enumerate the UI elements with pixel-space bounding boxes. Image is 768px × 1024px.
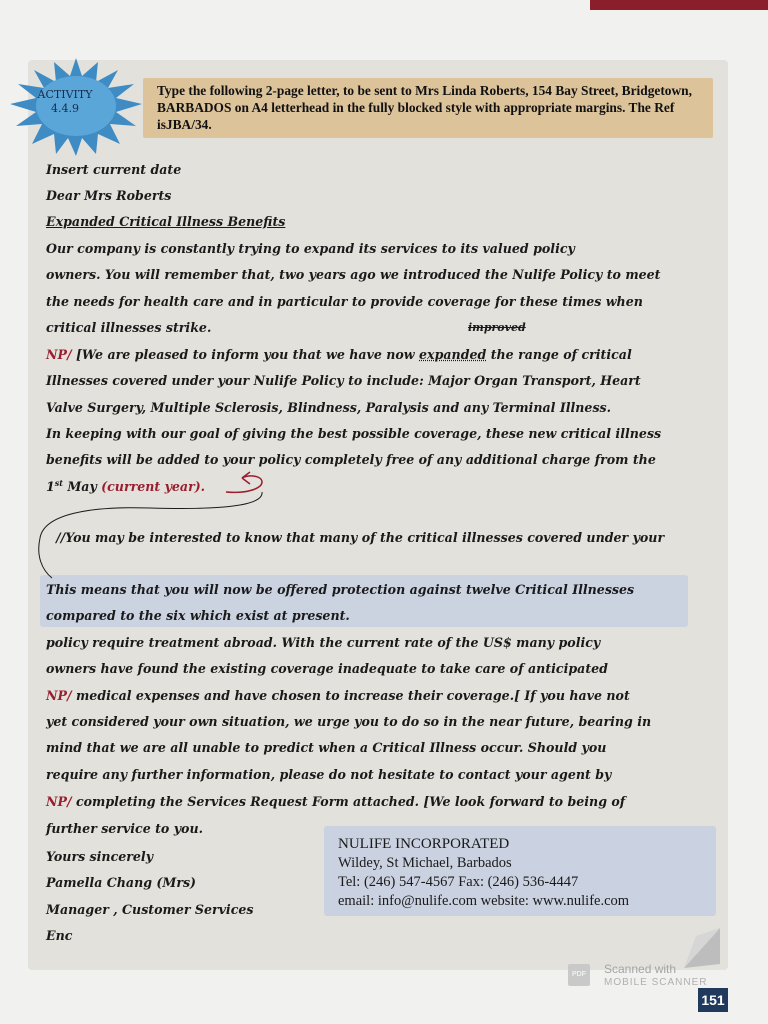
company-address: Wildey, St Michael, Barbados <box>338 855 512 871</box>
page-curl-icon <box>680 928 724 972</box>
paragraph-line: the needs for health care and in particular to provide coverage for these times when <box>46 294 643 309</box>
top-edge-band <box>590 0 768 10</box>
paragraph-line: Illnesses covered under your Nulife Policy to include: Major Organ Transport, Heart <box>46 373 641 388</box>
insert-word: improved <box>468 321 526 334</box>
closing: Yours sincerely <box>46 849 154 864</box>
instruction-text: Type the following 2-page letter, to be sent to Mrs Linda Roberts, 154 Bay Street, Bridgetown, BARBADOS on A4 letterhead in the fully blocked style with appropriate margins. The Ref isJBA/34. <box>157 83 692 132</box>
paragraph-line: //You may be interested to know that many of the critical illnesses covered under your <box>56 530 665 545</box>
paragraph-line: Our company is constantly trying to expand its services to its valued policy <box>46 241 575 256</box>
paragraph-line-np: NP/ completing the Services Request Form attached. [We look forward to being of <box>46 794 626 809</box>
pdf-icon: PDF <box>568 964 590 986</box>
paragraph-line: owners. You will remember that, two years ago we introduced the Nulife Policy to meet <box>46 267 661 282</box>
paragraph-line: mind that we are all unable to predict when a Critical Illness occur. Should you <box>46 740 607 755</box>
paragraph-line-np: NP/ [We are pleased to inform you that we have now expanded the range of critical <box>46 347 632 362</box>
paragraph-line: further service to you. <box>46 821 203 836</box>
company-name: NULIFE INCORPORATED <box>338 836 510 852</box>
paragraph-line: critical illnesses strike. <box>46 320 212 335</box>
paragraph-line: owners have found the existing coverage inadequate to take care of anticipated <box>46 661 608 676</box>
paragraph-line: benefits will be added to your policy completely free of any additional charge from the <box>46 452 656 467</box>
moved-line: compared to the six which exist at present. <box>46 608 350 623</box>
struck-word: expanded <box>419 347 487 362</box>
company-phone: Tel: (246) 547-4567 Fax: (246) 536-4447 <box>338 874 579 890</box>
paragraph-line: In keeping with our goal of giving the best possible coverage, these new critical illness <box>46 426 662 441</box>
letter-date: Insert current date <box>46 162 182 177</box>
current-year-note: (current year). <box>101 479 206 495</box>
paragraph-line-date: 1st May (current year). <box>46 478 206 495</box>
scanner-watermark-line1: Scanned with <box>604 962 677 976</box>
activity-badge <box>32 88 98 116</box>
np-mark: NP <box>46 688 67 703</box>
letter-subject: Expanded Critical Illness Benefits <box>46 214 286 229</box>
np-mark: NP <box>46 794 67 809</box>
signer-title: Manager , Customer Services <box>46 902 254 917</box>
np-mark: NP <box>46 347 67 362</box>
activity-number: 4.4.9 <box>51 102 79 115</box>
company-web: email: info@nulife.com website: www.nulife.com <box>338 893 630 909</box>
paragraph-line-np: NP/ medical expenses and have chosen to increase their coverage.[ If you have not <box>46 688 630 703</box>
enclosure: Enc <box>46 928 73 943</box>
paragraph-line: yet considered your own situation, we urge you to do so in the near future, bearing in <box>46 714 652 729</box>
paragraph-line: Valve Surgery, Multiple Sclerosis, Blindness, Paralysis and any Terminal Illness. <box>46 400 612 415</box>
letter-salutation: Dear Mrs Roberts <box>46 188 172 203</box>
paragraph-line: require any further information, please do not hesitate to contact your agent by <box>46 767 612 782</box>
scanner-watermark-line2: MOBILE SCANNER <box>604 977 708 988</box>
page-number: 151 <box>698 988 728 1012</box>
moved-line: This means that you will now be offered protection against twelve Critical Illnesses <box>46 582 635 597</box>
paragraph-line: policy require treatment abroad. With the current rate of the US$ many policy <box>46 635 601 650</box>
activity-label: ACTIVITY <box>37 88 93 101</box>
signer-name: Pamella Chang (Mrs) <box>46 875 197 890</box>
